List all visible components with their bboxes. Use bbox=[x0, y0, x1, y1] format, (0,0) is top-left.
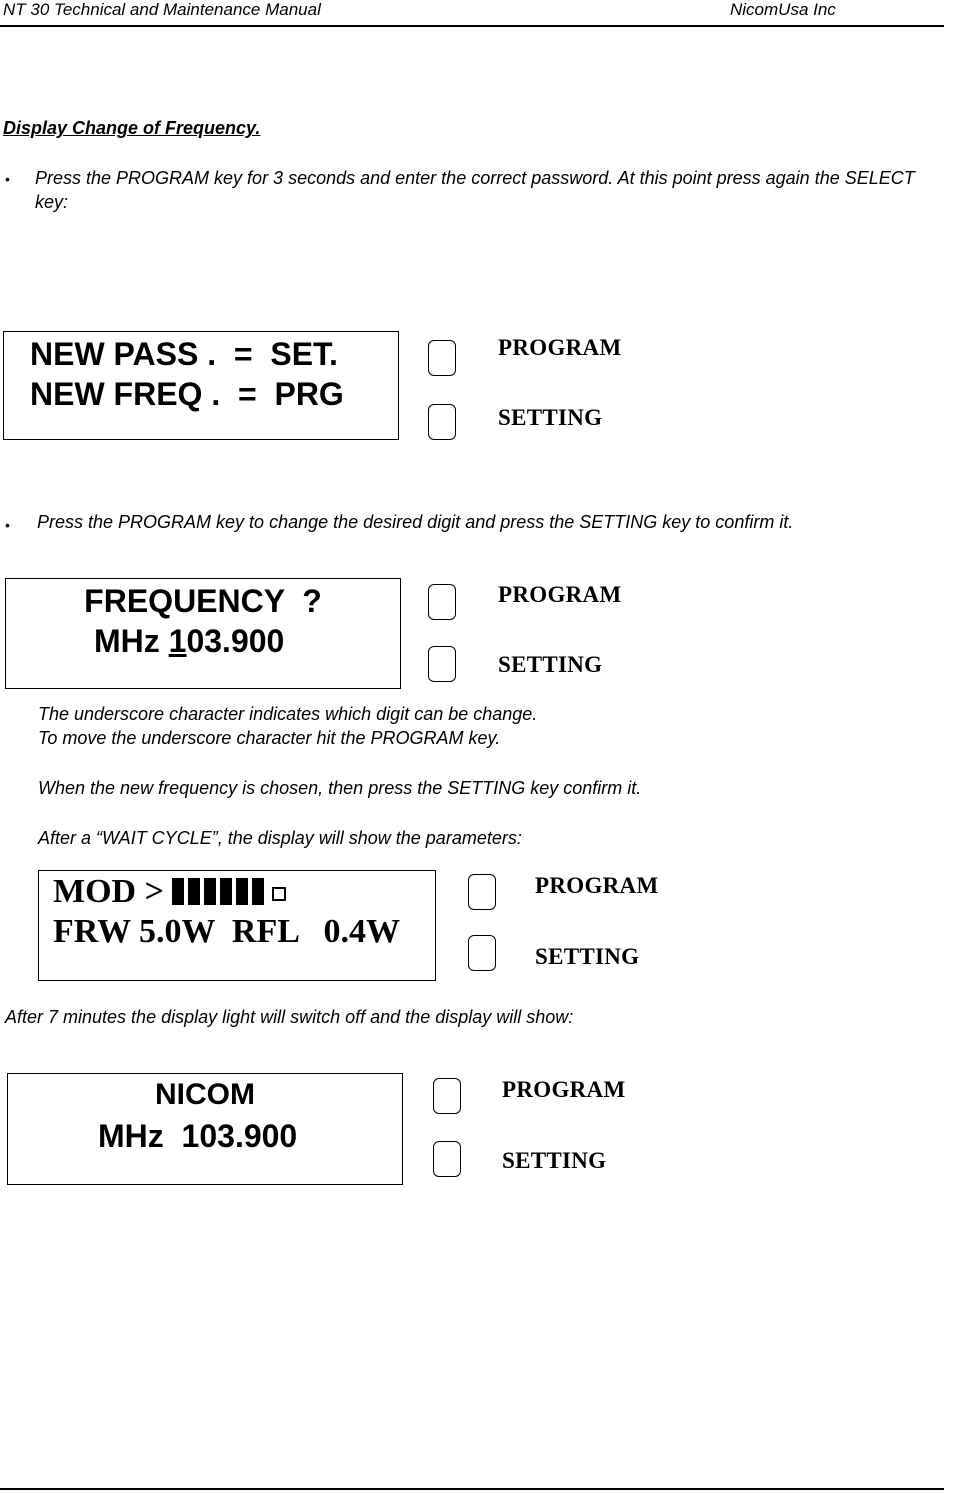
lcd-prefix: MHz bbox=[94, 623, 169, 659]
lcd-line-2: FRW 5.0W RFL 0.4W bbox=[53, 913, 401, 950]
program-key-label: PROGRAM bbox=[502, 1077, 626, 1102]
footer-rule bbox=[0, 1488, 944, 1490]
mod-bar-filled bbox=[220, 878, 232, 905]
setting-key[interactable] bbox=[428, 646, 456, 682]
setting-key[interactable] bbox=[468, 935, 496, 971]
mod-bar-filled bbox=[204, 878, 216, 905]
cursor-digit: 1 bbox=[168, 623, 187, 659]
lcd-display-new-password bbox=[3, 331, 399, 440]
mod-label: MOD > bbox=[53, 873, 164, 910]
program-key-label: PROGRAM bbox=[535, 873, 659, 898]
program-key-label: PROGRAM bbox=[498, 335, 622, 360]
mod-bar-filled bbox=[188, 878, 200, 905]
note-after-7-minutes: After 7 minutes the display light will switch off and the display will show: bbox=[5, 1007, 574, 1027]
program-key[interactable] bbox=[428, 584, 456, 620]
note-underscore-2: To move the underscore character hit the PROGRAM key. bbox=[38, 728, 501, 748]
lcd-line-1: NEW PASS . = SET. bbox=[30, 336, 338, 372]
mod-bar-empty bbox=[272, 887, 286, 901]
note-wait-cycle: After a “WAIT CYCLE”, the display will show the parameters: bbox=[38, 828, 522, 848]
setting-key[interactable] bbox=[428, 404, 456, 440]
lcd-line-2 bbox=[94, 623, 284, 660]
lcd-display-parameters bbox=[38, 870, 436, 981]
program-key[interactable] bbox=[468, 874, 496, 910]
bullet-text-1: Press the PROGRAM key for 3 seconds and enter the correct password. At this point press again the SELECT key: bbox=[35, 168, 915, 212]
lcd-rest: 03.900 bbox=[186, 623, 285, 659]
setting-key-label: SETTING bbox=[498, 652, 603, 677]
lcd-line-2: MHz 103.900 bbox=[98, 1118, 298, 1154]
header-right: NicomUsa Inc bbox=[730, 0, 836, 19]
program-key[interactable] bbox=[428, 340, 456, 376]
bullet-marker: • bbox=[5, 171, 10, 187]
lcd-display-frequency bbox=[5, 578, 401, 689]
mod-bar-filled bbox=[236, 878, 248, 905]
bullet-text-2: Press the PROGRAM key to change the desired digit and press the SETTING key to confirm it. bbox=[37, 512, 794, 532]
setting-key-label: SETTING bbox=[535, 944, 640, 969]
program-key[interactable] bbox=[433, 1078, 461, 1114]
setting-key-label: SETTING bbox=[502, 1148, 607, 1173]
mod-bar-filled bbox=[252, 878, 264, 905]
lcd-line-2: NEW FREQ . = PRG bbox=[30, 376, 344, 412]
note-confirm: When the new frequency is chosen, then press the SETTING key confirm it. bbox=[38, 778, 642, 798]
setting-key-label: SETTING bbox=[498, 405, 603, 430]
program-key-label: PROGRAM bbox=[498, 582, 622, 607]
lcd-line-1 bbox=[53, 873, 286, 911]
header-left: NT 30 Technical and Maintenance Manual bbox=[3, 0, 321, 19]
header-rule bbox=[0, 25, 944, 27]
modulation-meter bbox=[172, 873, 286, 910]
mod-bar-filled bbox=[172, 878, 184, 905]
lcd-line-1: FREQUENCY ? bbox=[84, 583, 322, 619]
setting-key[interactable] bbox=[433, 1141, 461, 1177]
note-underscore-1: The underscore character indicates which digit can be change. bbox=[38, 704, 538, 724]
lcd-line-1: NICOM bbox=[155, 1078, 255, 1111]
lcd-display-standby bbox=[7, 1073, 403, 1185]
section-title: Display Change of Frequency. bbox=[3, 118, 261, 138]
bullet-marker: • bbox=[5, 517, 10, 533]
